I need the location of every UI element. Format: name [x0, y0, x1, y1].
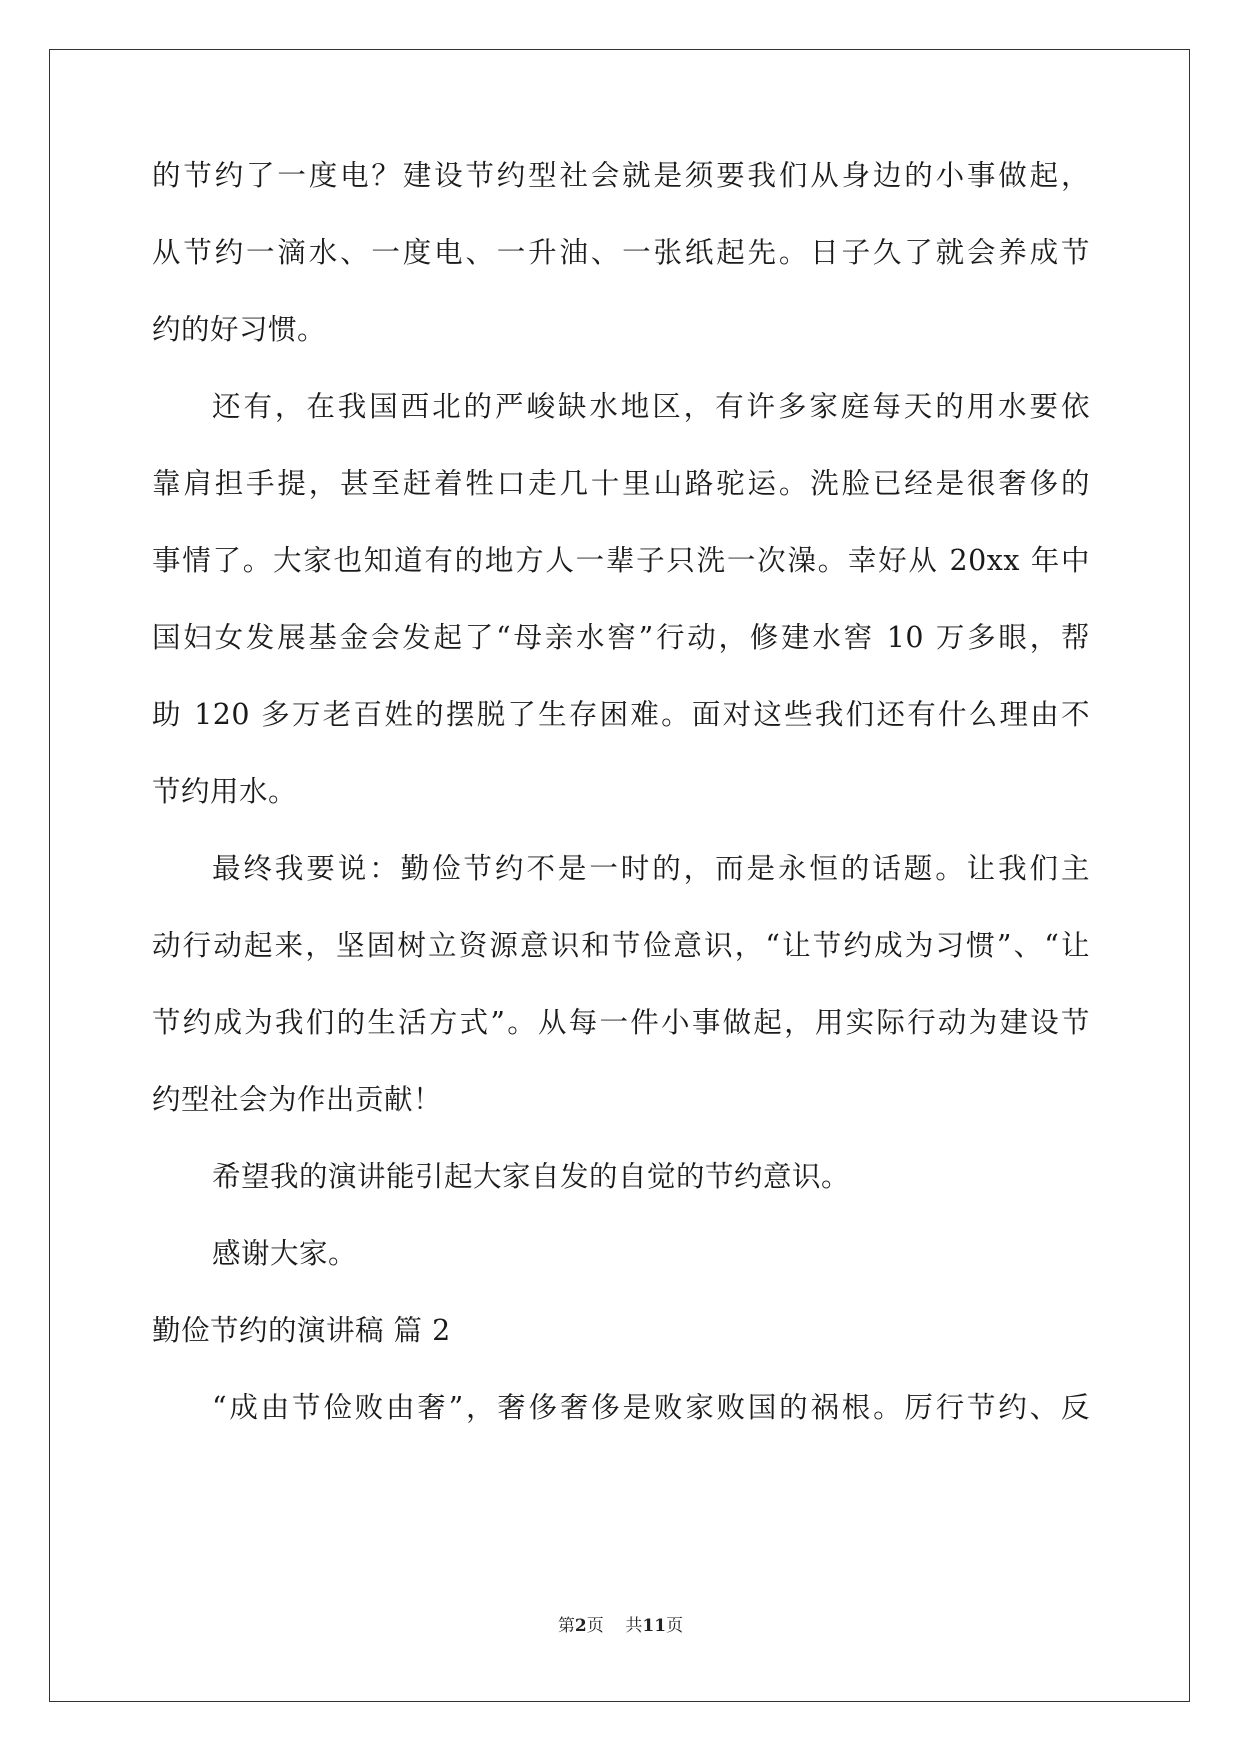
text-line: 从节约一滴水、一度电、一升油、一张纸起先。日子久了就会养成节	[152, 236, 1090, 269]
text-line: 节约用水。	[152, 775, 298, 808]
footer-suffix: 页	[666, 1616, 684, 1636]
footer-middle: 页 共	[586, 1616, 643, 1636]
text-line: 动行动起来，坚固树立资源意识和节俭意识，“让节约成为习惯”、“让	[152, 929, 1090, 962]
text-line: 约型社会为作出贡献！	[152, 1083, 443, 1116]
text-line: 感谢大家。	[212, 1237, 358, 1270]
text-line: “成由节俭败由奢”，奢侈奢侈是败家败国的祸根。厉行节约、反	[212, 1391, 1090, 1424]
text-line: 节约成为我们的生活方式”。从每一件小事做起，用实际行动为建设节	[152, 1006, 1090, 1039]
text-line: 的节约了一度电？建设节约型社会就是须要我们从身边的小事做起，	[152, 159, 1090, 192]
text-line: 国妇女发展基金会发起了“母亲水窖”行动，修建水窖 10 万多眼，帮	[152, 621, 1090, 654]
text-line: 最终我要说：勤俭节约不是一时的，而是永恒的话题。让我们主	[212, 852, 1090, 885]
text-line: 约的好习惯。	[152, 313, 327, 346]
section-heading: 勤俭节约的演讲稿 篇 2	[152, 1314, 451, 1347]
text-line: 事情了。大家也知道有的地方人一辈子只洗一次澡。幸好从 20xx 年中	[152, 544, 1090, 577]
text-line: 靠肩担手提，甚至赶着牲口走几十里山路驼运。洗脸已经是很奢侈的	[152, 467, 1090, 500]
footer-prefix: 第	[557, 1616, 575, 1636]
text-line: 助 120 多万老百姓的摆脱了生存困难。面对这些我们还有什么理由不	[152, 698, 1090, 731]
text-line: 还有，在我国西北的严峻缺水地区，有许多家庭每天的用水要依	[212, 390, 1090, 423]
total-pages-number: 11	[642, 1616, 667, 1636]
text-line: 希望我的演讲能引起大家自发的自觉的节约意识。	[212, 1160, 851, 1193]
current-page-number: 2	[574, 1616, 587, 1636]
page-footer	[0, 1614, 1241, 1638]
